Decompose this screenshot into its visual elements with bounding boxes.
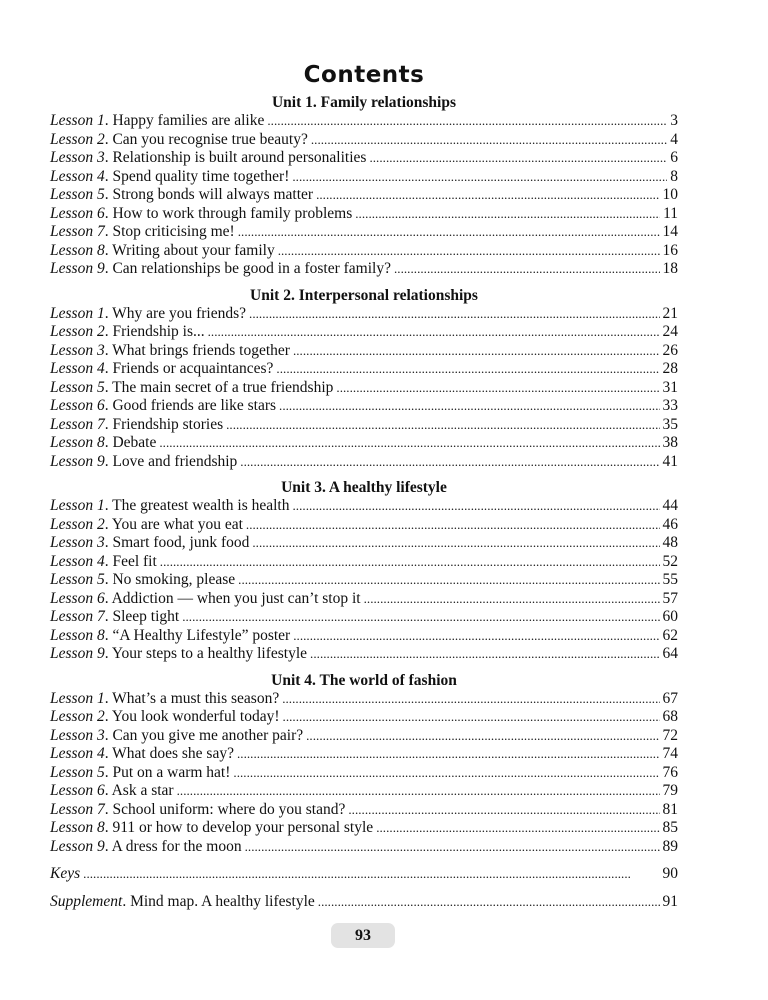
page-ref: 91 xyxy=(662,892,678,910)
lesson-number: Lesson 9 xyxy=(50,452,105,470)
page-title: Contents xyxy=(303,62,425,88)
entry-label xyxy=(50,745,234,764)
lesson-title: . Debate xyxy=(104,434,157,451)
entry-label xyxy=(50,223,235,242)
dot-leader xyxy=(238,223,660,242)
lesson-title: . Stop criticising me! xyxy=(104,223,235,240)
lesson-number: Lesson 8 xyxy=(50,434,105,451)
toc-entry[interactable] xyxy=(50,819,678,838)
dot-leader xyxy=(369,149,667,168)
lesson-number: Lesson 6 xyxy=(50,782,105,799)
lesson-title: . Feel fit xyxy=(104,552,157,570)
entry-label xyxy=(50,323,205,342)
lesson-number: Lesson 7 xyxy=(50,223,105,240)
dot-leader xyxy=(237,745,660,764)
lesson-title: . A dress for the moon xyxy=(104,837,242,855)
lesson-number: Lesson 2 xyxy=(50,130,105,148)
toc-entry[interactable] xyxy=(50,149,678,168)
entry-label xyxy=(50,590,361,609)
entry-label xyxy=(50,553,157,572)
page-ref: 33 xyxy=(662,397,678,414)
toc-entry-keys[interactable] xyxy=(50,865,678,884)
dot-leader xyxy=(245,838,660,857)
page-ref: 35 xyxy=(662,415,678,433)
page-ref: 3 xyxy=(670,112,678,129)
lesson-number: Lesson 4 xyxy=(50,552,105,570)
page-ref: 89 xyxy=(662,837,678,855)
toc-entry[interactable] xyxy=(50,205,678,224)
table-of-contents xyxy=(50,93,678,911)
entry-label xyxy=(50,645,307,664)
toc-entry[interactable] xyxy=(50,534,678,553)
page-ref: 8 xyxy=(670,167,678,185)
page-ref: 85 xyxy=(662,819,678,836)
page-ref: 26 xyxy=(662,341,678,359)
dot-leader xyxy=(278,242,660,261)
toc-entry[interactable] xyxy=(50,745,678,764)
dot-leader xyxy=(282,690,659,709)
page-ref: 14 xyxy=(662,223,678,240)
lesson-number: Lesson 1 xyxy=(50,497,105,514)
entry-label xyxy=(50,727,303,746)
lesson-title: . Love and friendship xyxy=(104,452,238,470)
lesson-number: Lesson 2 xyxy=(50,708,105,725)
entry-label xyxy=(50,379,333,398)
toc-entry[interactable] xyxy=(50,590,678,609)
dot-leader xyxy=(240,453,659,472)
dot-leader xyxy=(249,305,659,324)
toc-entry[interactable] xyxy=(50,223,678,242)
dot-leader xyxy=(293,497,660,516)
page-ref: 16 xyxy=(662,241,678,259)
lesson-title: . What does she say? xyxy=(104,745,234,762)
dot-leader xyxy=(316,186,659,205)
toc-entry[interactable] xyxy=(50,497,678,516)
lesson-title: . The greatest wealth is health xyxy=(104,497,290,514)
page-ref: 64 xyxy=(662,645,678,662)
page-ref: 57 xyxy=(662,589,678,607)
lesson-title: . “A Healthy Lifestyle” poster xyxy=(104,626,291,644)
entry-label xyxy=(50,260,391,279)
lesson-number: Lesson 9 xyxy=(50,645,105,662)
dot-leader xyxy=(364,590,660,609)
lesson-title: . You are what you eat xyxy=(104,515,243,533)
entry-label xyxy=(50,168,289,187)
dot-leader xyxy=(306,727,659,746)
lesson-number: Lesson 3 xyxy=(50,149,105,166)
lesson-title: . Happy families are alike xyxy=(104,112,265,129)
lesson-number: Lesson 7 xyxy=(50,608,105,625)
page-ref: 4 xyxy=(670,130,678,148)
dot-leader xyxy=(226,416,659,435)
entry-label xyxy=(50,186,313,205)
entry-label xyxy=(50,497,290,516)
page-ref: 90 xyxy=(662,865,678,882)
page-ref: 62 xyxy=(662,626,678,644)
lesson-number: Lesson 1 xyxy=(50,112,105,129)
toc-entry[interactable] xyxy=(50,782,678,801)
dot-leader xyxy=(318,893,660,912)
page-ref: 81 xyxy=(662,800,678,818)
toc-entry[interactable] xyxy=(50,434,678,453)
page-ref: 79 xyxy=(662,782,678,799)
keys-label: Keys xyxy=(50,865,81,882)
lesson-number: Lesson 8 xyxy=(50,241,105,259)
dot-leader xyxy=(182,608,659,627)
dot-leader xyxy=(336,379,659,398)
entry-label xyxy=(50,516,243,535)
entry-label xyxy=(50,801,345,820)
toc-entry[interactable] xyxy=(50,764,678,783)
toc-entry[interactable] xyxy=(50,342,678,361)
lesson-title: . Ask a star xyxy=(104,782,174,799)
entry-label xyxy=(50,690,279,709)
entry-label xyxy=(50,360,273,379)
lesson-title: . What brings friends together xyxy=(104,341,290,359)
lesson-title: . Your steps to a healthy lifestyle xyxy=(104,645,308,662)
entry-label xyxy=(50,131,308,150)
toc-entry[interactable] xyxy=(50,516,678,535)
dot-leader xyxy=(83,865,659,884)
page-ref: 18 xyxy=(662,260,678,277)
lesson-title: . Relationship is built around personalities xyxy=(104,149,367,166)
toc-entry[interactable] xyxy=(50,112,678,131)
lesson-number: Lesson 1 xyxy=(50,304,105,322)
unit-heading: Unit 3. A healthy lifestyle xyxy=(281,479,447,496)
dot-leader xyxy=(279,397,659,416)
dot-leader xyxy=(233,764,659,783)
lesson-number: Lesson 4 xyxy=(50,360,105,377)
page-ref: 76 xyxy=(662,763,678,781)
dot-leader xyxy=(177,782,660,801)
lesson-number: Lesson 5 xyxy=(50,763,105,781)
supplement-title: Mind map. A healthy lifestyle xyxy=(130,892,315,910)
entry-label xyxy=(50,112,264,131)
lesson-number: Lesson 6 xyxy=(50,589,105,607)
supplement-label: Supplement xyxy=(50,892,123,910)
page-ref: 48 xyxy=(662,534,678,551)
toc-entry[interactable] xyxy=(50,727,678,746)
dot-leader xyxy=(283,708,660,727)
dot-leader xyxy=(208,323,660,342)
page-ref: 21 xyxy=(662,304,678,322)
dot-leader xyxy=(267,112,667,131)
page-ref: 60 xyxy=(662,608,678,625)
page-ref: 11 xyxy=(663,204,678,222)
dot-leader xyxy=(355,205,660,224)
lesson-number: Lesson 3 xyxy=(50,726,105,744)
lesson-number: Lesson 9 xyxy=(50,260,105,277)
entry-label xyxy=(50,782,174,801)
toc-entry[interactable] xyxy=(50,379,678,398)
toc-entry[interactable] xyxy=(50,260,678,279)
lesson-number: Lesson 9 xyxy=(50,837,105,855)
lesson-title: . The main secret of a true friendship xyxy=(104,378,334,396)
toc-entry[interactable] xyxy=(50,323,678,342)
lesson-number: Lesson 7 xyxy=(50,415,105,433)
unit-heading: Unit 4. The world of fashion xyxy=(271,671,457,689)
entry-label xyxy=(50,149,366,168)
entry-label xyxy=(50,571,235,590)
toc-entry[interactable] xyxy=(50,453,678,472)
toc-entry[interactable] xyxy=(50,690,678,709)
toc-entry[interactable] xyxy=(50,801,678,820)
toc-entry[interactable] xyxy=(50,553,678,572)
page-ref: 10 xyxy=(662,186,678,203)
dot-leader xyxy=(238,571,659,590)
lesson-number: Lesson 3 xyxy=(50,341,105,359)
toc-entry-supplement[interactable]: Supplement. Mind map. A healthy lifestyle . . . 91 xyxy=(50,893,678,912)
unit-heading: Unit 1. Family relationships xyxy=(271,94,456,111)
page-ref: 44 xyxy=(662,497,678,514)
page-number-badge: 93 xyxy=(331,923,395,948)
lesson-title: . Writing about your family xyxy=(104,241,275,259)
lesson-number: Lesson 4 xyxy=(50,167,105,185)
entry-label xyxy=(50,242,275,261)
toc-entry[interactable] xyxy=(50,627,678,646)
lesson-number: Lesson 2 xyxy=(50,515,105,533)
entry-label xyxy=(50,627,290,646)
entry-label xyxy=(50,342,290,361)
entry-label xyxy=(50,838,242,857)
dot-leader xyxy=(159,434,659,453)
page-ref: 72 xyxy=(662,726,678,744)
entry-label xyxy=(50,205,352,224)
lesson-number: Lesson 5 xyxy=(50,186,105,203)
lesson-title: . No smoking, please xyxy=(104,571,236,588)
toc-entry[interactable] xyxy=(50,397,678,416)
toc-entry[interactable] xyxy=(50,708,678,727)
lesson-number: Lesson 5 xyxy=(50,571,105,588)
dot-leader xyxy=(293,342,660,361)
lesson-title: . Put on a warm hat! xyxy=(104,763,231,781)
lesson-title: . School uniform: where do you stand? xyxy=(104,800,346,818)
toc-entry[interactable] xyxy=(50,305,678,324)
lesson-title: . Addiction — when you just can’t stop it xyxy=(104,589,361,607)
lesson-title: . Good friends are like stars xyxy=(104,397,277,414)
lesson-number: Lesson 4 xyxy=(50,745,105,762)
unit-heading: Unit 2. Interpersonal relationships xyxy=(250,286,478,304)
page-ref: 67 xyxy=(662,689,678,707)
lesson-number: Lesson 8 xyxy=(50,819,105,836)
lesson-title: . Friendship is... xyxy=(104,323,205,340)
dot-leader xyxy=(348,801,659,820)
entry-label xyxy=(50,397,276,416)
page-ref: 74 xyxy=(662,745,678,762)
entry-label xyxy=(50,534,249,553)
page-ref: 52 xyxy=(662,552,678,570)
toc-entry[interactable] xyxy=(50,416,678,435)
dot-leader xyxy=(311,131,667,150)
entry-label xyxy=(50,708,280,727)
toc-entry[interactable] xyxy=(50,186,678,205)
lesson-title: . Sleep tight xyxy=(104,608,180,625)
page-ref: 68 xyxy=(662,708,678,725)
lesson-title: . Can you give me another pair? xyxy=(104,726,304,744)
entry-label xyxy=(50,416,223,435)
lesson-number: Lesson 5 xyxy=(50,378,105,396)
entry-label xyxy=(50,764,230,783)
lesson-number: Lesson 6 xyxy=(50,204,105,222)
entry-label xyxy=(50,453,237,472)
lesson-title: . Spend quality time together! xyxy=(104,167,290,185)
lesson-title: . 911 or how to develop your personal style xyxy=(104,819,374,836)
lesson-title: . Why are you friends? xyxy=(104,304,247,322)
toc-entry[interactable] xyxy=(50,571,678,590)
toc-entry[interactable] xyxy=(50,645,678,664)
lesson-title: . How to work through family problems xyxy=(104,204,353,222)
page-ref: 24 xyxy=(662,323,678,340)
dot-leader xyxy=(292,168,667,187)
toc-entry[interactable] xyxy=(50,360,678,379)
dot-leader xyxy=(376,819,659,838)
lesson-title: . Friends or acquaintances? xyxy=(104,360,274,377)
dot-leader xyxy=(252,534,659,553)
toc-entry[interactable] xyxy=(50,608,678,627)
lesson-number: Lesson 8 xyxy=(50,626,105,644)
dot-leader xyxy=(246,516,660,535)
toc-entry[interactable] xyxy=(50,838,678,857)
page-ref: 55 xyxy=(662,571,678,588)
page-ref: 41 xyxy=(662,452,678,470)
entry-label xyxy=(50,608,179,627)
toc-entry[interactable] xyxy=(50,131,678,150)
page-ref: 28 xyxy=(662,360,678,377)
page-ref: 38 xyxy=(662,434,678,451)
lesson-title: . Smart food, junk food xyxy=(104,534,250,551)
lesson-title: . Can relationships be good in a foster family? xyxy=(104,260,391,277)
page-ref: 31 xyxy=(662,378,678,396)
lesson-title: . What’s a must this season? xyxy=(104,689,280,707)
entry-label xyxy=(50,819,373,838)
toc-entry[interactable] xyxy=(50,168,678,187)
entry-label xyxy=(50,305,246,324)
dot-leader xyxy=(293,627,659,646)
page-ref: 46 xyxy=(662,515,678,533)
lesson-number: Lesson 7 xyxy=(50,800,105,818)
page-ref: 6 xyxy=(670,149,678,166)
dot-leader xyxy=(394,260,660,279)
dot-leader xyxy=(276,360,659,379)
toc-entry[interactable] xyxy=(50,242,678,261)
entry-label xyxy=(50,434,156,453)
lesson-title: . Friendship stories xyxy=(104,415,224,433)
lesson-title: . Can you recognise true beauty? xyxy=(104,130,308,148)
lesson-number: Lesson 3 xyxy=(50,534,105,551)
dot-leader xyxy=(160,553,660,572)
dot-leader xyxy=(310,645,659,664)
lesson-number: Lesson 1 xyxy=(50,689,105,707)
lesson-title: . Strong bonds will always matter xyxy=(104,186,314,203)
lesson-title: . You look wonderful today! xyxy=(104,708,280,725)
lesson-number: Lesson 6 xyxy=(50,397,105,414)
lesson-number: Lesson 2 xyxy=(50,323,105,340)
